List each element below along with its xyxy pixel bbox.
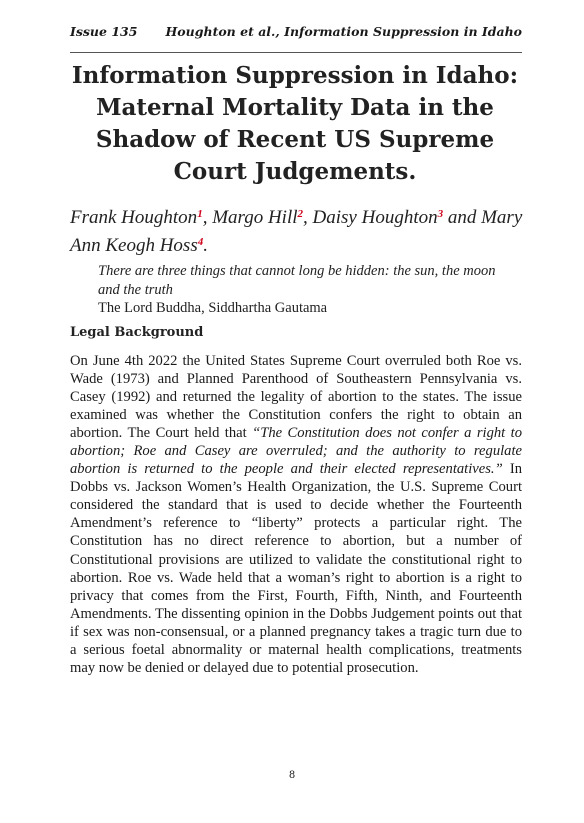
author-separator: ,	[202, 207, 213, 228]
body-paragraph	[70, 352, 522, 677]
author-name: Daisy Houghton	[312, 207, 438, 228]
article-title: Information Suppression in Idaho: Maternal Mortality Data in the Shadow of Recent US Supreme Court Judgements.	[71, 62, 519, 185]
header-rule	[70, 52, 522, 53]
page-number: 8	[288, 770, 296, 781]
issue-number: Issue 135	[70, 24, 138, 39]
footnote-marker[interactable]: 3	[437, 208, 444, 220]
author-list-end: .	[203, 235, 208, 256]
section-heading: Legal Background	[70, 325, 204, 340]
author-name: Frank Houghton	[70, 207, 198, 228]
running-title: Houghton et al., Information Suppression in Idaho	[165, 24, 522, 39]
body-text-run: In Dobbs vs. Jackson Women’s Health Organization, the U.S. Supreme Court considered the standard that is used to decide whether the Fourteenth Amendment’s reference to “liberty” protects a particular right. The Constitution has no direct reference to abortion, but a number of Constitutional provisions are utilized to validate the constitutional right to abortion. Roe vs. Wade held that a woman’s right to abortion is a right to privacy that comes from the First, Fourth, Fifth, Ninth, and Fourteenth Amendments. The dissenting opinion in the Dobbs Judgement points out that if sex was non-consensual, or a planned pregnancy takes a tragic turn due to a serious foetal abnormality or maternal health complications, treatments may now be denied or delayed due to potential prosecution.	[70, 461, 523, 676]
footnote-marker[interactable]: 2	[297, 208, 304, 220]
running-head	[70, 24, 522, 44]
footnote-marker[interactable]: 1	[197, 208, 203, 220]
author-name: Margo Hill	[212, 207, 298, 228]
epigraph-quote: There are three things that cannot long be hidden: the sun, the moon and the truth	[98, 263, 496, 298]
author-separator: ,	[303, 207, 313, 228]
body-text-run: On June 4th 2022 the United States Supreme Court overruled both Roe vs. Wade (1973) and Planned Parenthood of Southeastern Pennsylvania vs. Casey (1992) and returned the legality of abortion to the states. The issue examined was whether the Constitution confers the right to obtain an abortion. The Court held that	[70, 353, 522, 442]
author-name: and Mary Ann Keogh Hoss	[70, 207, 523, 256]
epigraph-attribution: The Lord Buddha, Siddhartha Gautama	[98, 300, 328, 316]
epigraph	[98, 262, 518, 318]
author-list	[70, 202, 530, 258]
court-quote: “The Constitution does not confer a right to abortion; Roe and Casey are overruled; and the authority to regulate abortion is returned to the people and their elected representatives.”	[70, 425, 522, 478]
footnote-marker[interactable]: 4	[197, 236, 204, 248]
